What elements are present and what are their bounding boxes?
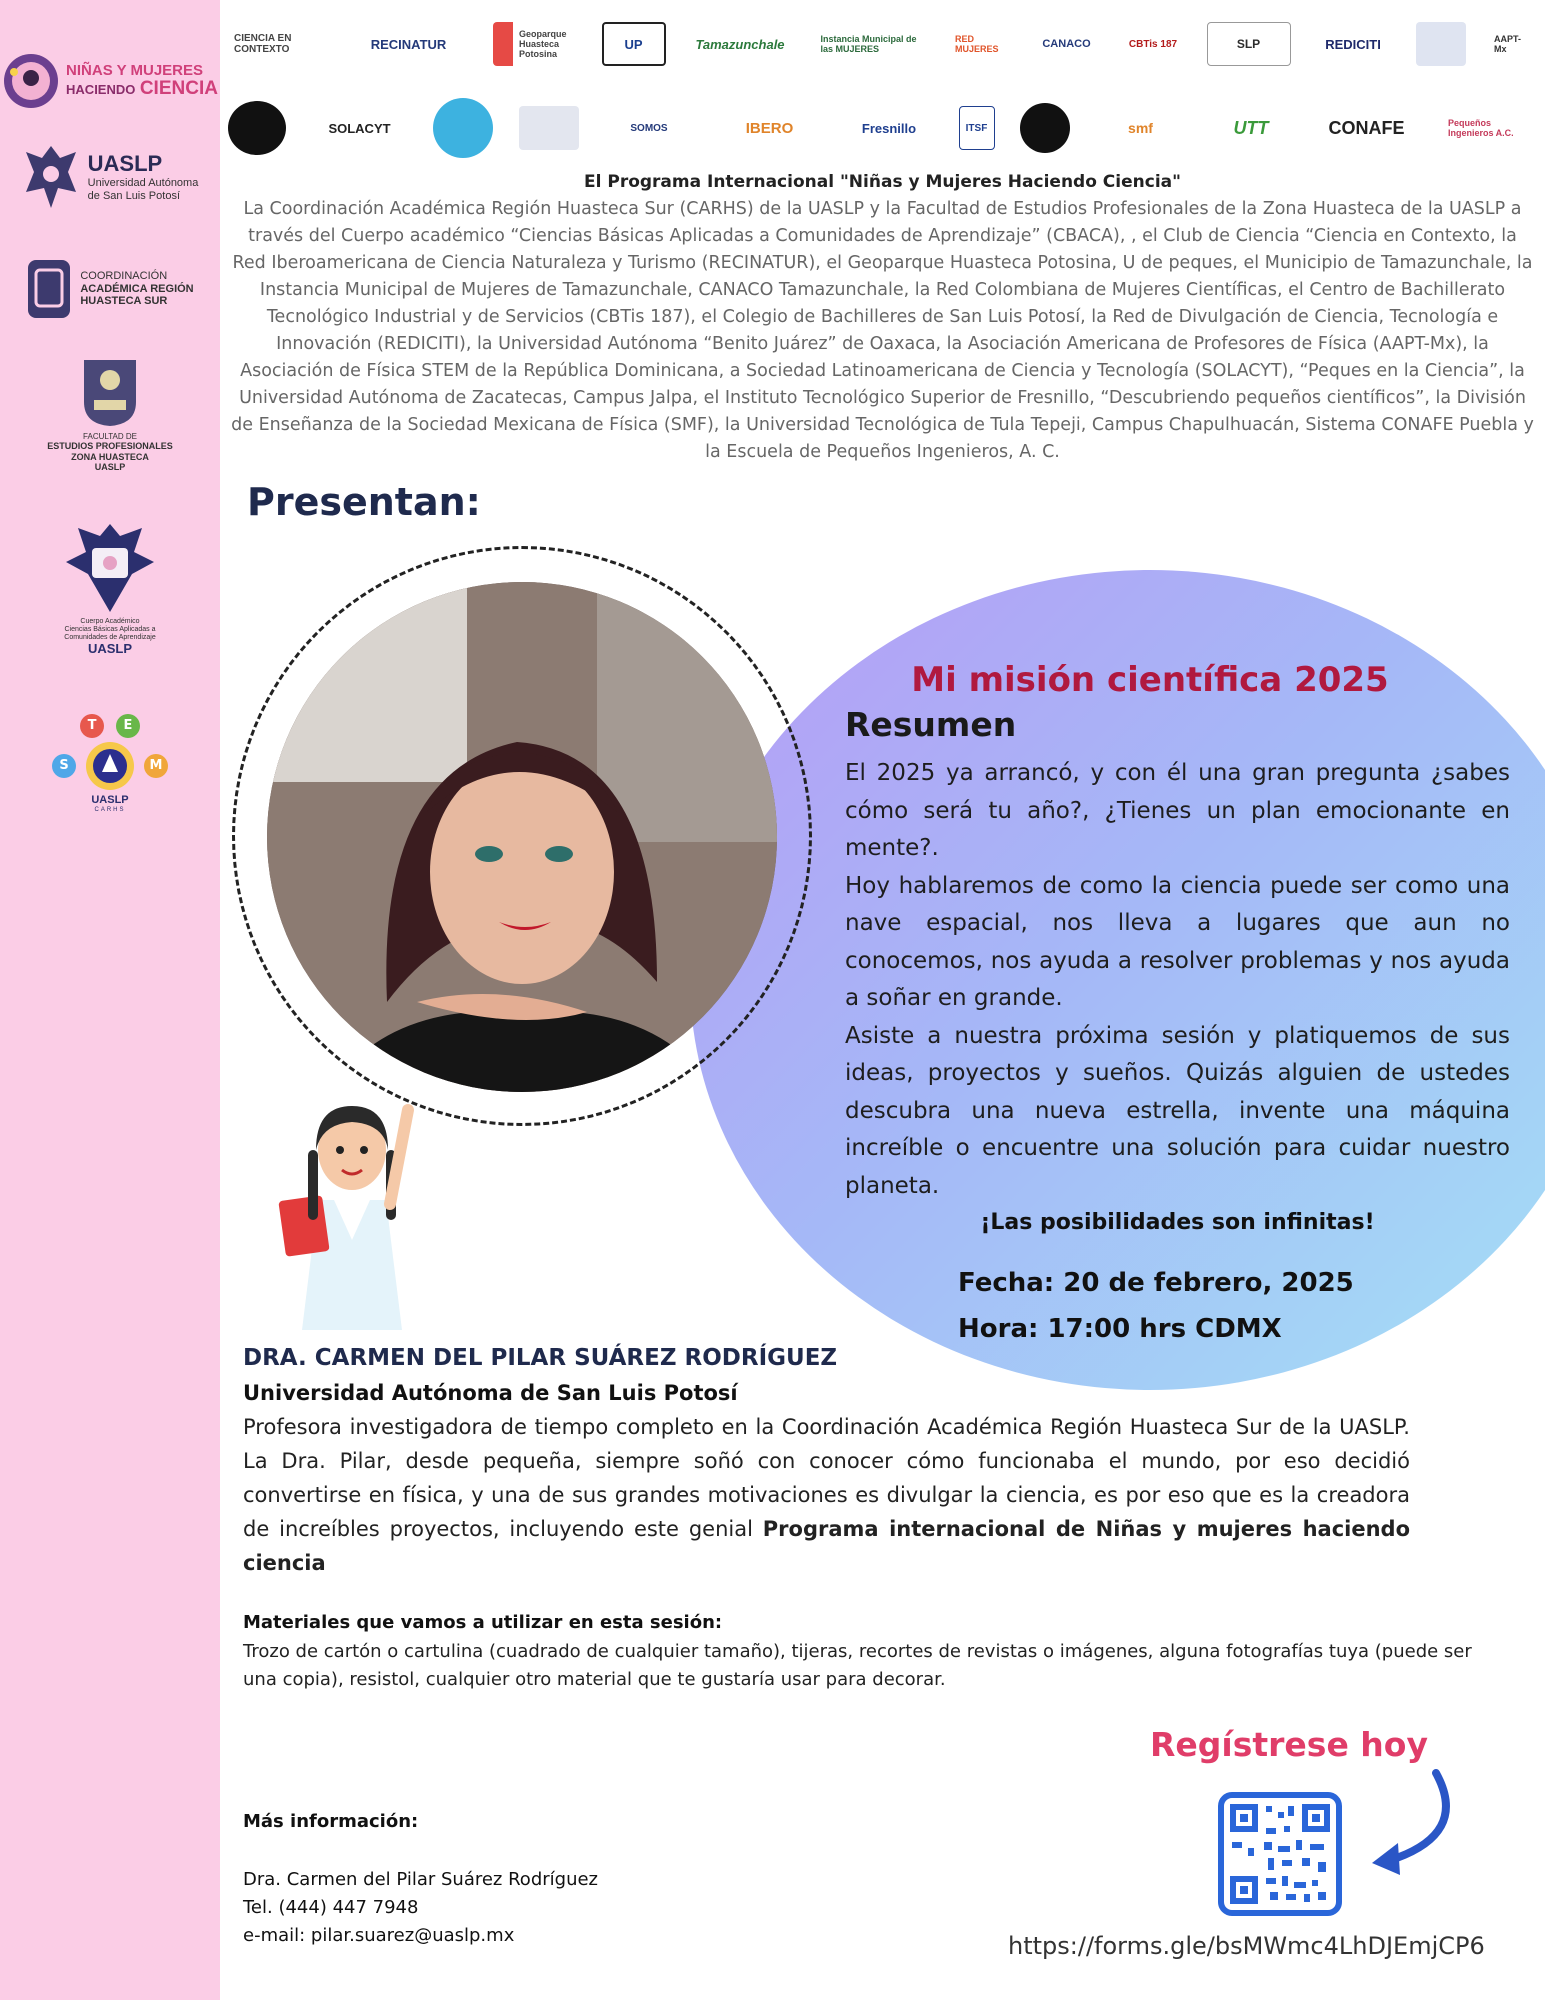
cbaca-line2: Ciencias Básicas Aplicadas a [64,626,156,634]
presentan-heading: Presentan: [247,480,481,524]
logo-cbtis: CBTis 187 [1128,38,1178,50]
speaker-bio-text: Profesora investigadora de tiempo completo en la Coordinación Académica Región Huasteca Sur de la UASLP. La Dra. Pilar, desde pequeña, siempre soñó con conocer cómo funcionaba el mundo, por eso decidió convertirse en física, y una de sus grandes motivaciones es divulgar la ciencia, es por eso que es la creadora de increíbles proyectos, incluyendo este genial [243,1415,1410,1541]
logo-uaz [519,106,579,150]
uaslp-title: UASLP [87,151,163,177]
facultad-line4: UASLP [94,461,126,472]
logo-somos: SOMOS [630,122,668,134]
facultad-logo [0,356,220,472]
summary-paragraph: El 2025 ya arrancó, y con él una gran pregunta ¿sabes cómo será tu año?, ¿Tienes un plan emocionante en mente?. [845,760,1510,861]
logo-rediciti: REDICITI [1325,36,1381,52]
cbaca-eagle-icon [62,522,158,614]
logo-geoparque: Geoparque Huasteca Potosina [493,22,579,66]
stem-logo [0,708,220,814]
logo-up: UP [602,22,666,66]
contact-block [243,1866,598,1950]
logo-red-mujeres: RED MUJERES [955,34,999,54]
cbaca-line4: UASLP [87,641,133,657]
uaslp-sub2: de San Luis Potosí [87,190,180,202]
program-logo-line3: CIENCIA [139,77,218,99]
logo-aapt: AAPT-Mx [1494,34,1521,54]
facultad-line3: ZONA HUASTECA [71,451,149,462]
intro-title: El Programa Internacional "Niñas y Mujeres Haciendo Ciencia" [584,172,1181,192]
contact-phone[interactable]: Tel. (444) 447 7948 [243,1897,419,1918]
program-logo-icon [2,52,60,110]
facultad-line2: ESTUDIOS PROFESIONALES [47,441,173,452]
register-label: Regístrese hoy [1150,1725,1428,1764]
uaslp-logo [0,142,220,212]
logo-colegio-bachilleres: SLP [1207,22,1291,66]
logo-pequenos-ingenieros: Pequeños Ingenieros A.C. [1448,118,1514,138]
contact-email[interactable]: e-mail: pilar.suarez@uaslp.mx [243,1925,515,1946]
logo-utt: UTT [1233,117,1269,138]
cbaca-logo [0,522,220,657]
cbaca-line3: Comunidades de Aprendizaje [64,634,156,642]
eagle-crest-icon [22,142,80,212]
speaker-name: DRA. CARMEN DEL PILAR SUÁREZ RODRÍGUEZ [243,1345,838,1371]
qr-code[interactable] [1218,1792,1342,1916]
speaker-university: Universidad Autónoma de San Luis Potosí [243,1381,738,1405]
logo-instancia-mujeres: Instancia Municipal de las MUJERES [820,34,917,54]
qr-code-icon [1224,1798,1336,1910]
stem-sub: CARHS [94,807,126,813]
stem-letter-t: T [80,714,104,738]
speaker-portrait-icon [267,582,777,1092]
speaker-bio-program: Programa internacional de Niñas y mujeres haciendo ciencia [243,1517,1410,1575]
resumen-heading: Resumen [845,705,1017,744]
logo-conafe: CONAFE [1328,117,1405,138]
carhs-line2: ACADÉMICA REGIÓN [80,282,194,295]
logo-ibero: IBERO [745,119,794,137]
speaker-photo [267,582,777,1092]
program-logo-line2: HACIENDO [66,81,136,97]
carhs-line3: HUASTECA SUR [80,295,168,308]
tagline: ¡Las posibilidades son infinitas! [980,1210,1375,1235]
partner-logos-row-1 [228,22,1538,66]
carhs-line1: COORDINACIÓN [80,270,168,283]
mission-title: Mi misión científica 2025 [911,660,1389,700]
facultad-line1: FACULTAD DE [83,432,137,441]
logo-peques-ciencia [433,98,493,158]
summary-paragraph: Asiste a nuestra próxima sesión y platiquemos de sus ideas, proyectos y sueños. Quizás alguien de ustedes descubra una nueva estrella, invente una máquina increíble o encuentre una solución para cuidar nuestro planeta. [845,1022,1510,1199]
program-logo-line1: NIÑAS Y MUJERES [66,62,204,80]
program-logo [0,52,220,110]
event-date: Fecha: 20 de febrero, 2025 [958,1268,1354,1298]
logo-recinatur: RECINATUR [370,36,447,52]
speaker-bio [243,1410,1410,1580]
register-url[interactable]: https://forms.gle/bsMWmc4LhDJEmjCP6 [1008,1932,1485,1960]
carhs-emblem-icon [26,258,72,320]
logo-fisica-stem [228,101,286,155]
materials-heading: Materiales que vamos a utilizar en esta sesión: [243,1612,723,1633]
summary-paragraph: Hoy hablaremos de como la ciencia puede ser como una nave espacial, nos lleva a lugares que aun no conocemos, nos ayuda a resolver problemas y nos ayuda a soñar en grande. [845,872,1510,1011]
partner-logos-row-2 [228,98,1538,158]
logo-tamazunchale: Tamazunchale [695,36,785,52]
logo-fresnillo: Fresnillo [861,120,917,136]
logo-canaco: CANACO [1042,38,1091,50]
logo-descubriendo [1020,103,1070,153]
materials-text: Trozo de cartón o cartulina (cuadrado de cualquier tamaño), tijeras, recortes de revistas o imágenes, alguna fotografías tuya (puede ser una copia), resistol, cualquier otro material que te gustaría usar para decorar. [243,1641,1472,1690]
summary-text [845,755,1510,1205]
logo-solacyt: SOLACYT [328,120,391,136]
logo-benito-juarez [1416,22,1466,66]
facultad-emblem-icon [80,356,140,428]
intro-body: La Coordinación Académica Región Huasteca Sur (CARHS) de la UASLP y la Facultad de Estudios Profesionales de la Zona Huasteca de la UASLP a través del Cuerpo académico “Ciencias Básicas Aplicadas a Comunidades de Aprendizaje” (CBACA), , el Club de Ciencia “Ciencia en Contexto, la Red Iberoamericana de Ciencia Naturaleza y Turismo (RECINATUR), el Geoparque Huasteca Potosina, U de peques, el Municipio de Tamazunchale, la Instancia Municipal de Mujeres de Tamazunchale, CANACO Tamazunchale, la Red Colombiana de Mujeres Científicas, el Centro de Bachillerato Tecnológico Industrial y de Servicios (CBTis 187), el Colegio de Bachilleres de San Luis Potosí, la Red de Divulgación de Ciencia, Tecnología e Innovación (REDICITI), la Universidad Autónoma “Benito Juárez” de Oaxaca, la Asociación Americana de Profesores de Física (AAPT-Mx), la Asociación de Física STEM de la República Dominicana, a Sociedad Latinoamericana de Ciencia y Tecnología (SOLACYT), “Peques en la Ciencia”, la Universidad Autónoma de Zacatecas, Campus Jalpa, el Instituto Tecnológico Superior de Fresnillo, “Descubriendo pequeños científicos”, la División de Enseñanza de la Sociedad Mexicana de Física (SMF), la Universidad Tecnológica de Tula Tepeji, Campus Chapulhuacán, Sistema CONAFE Puebla y la Escuela de Pequeños Ingenieros, A. C. [231,199,1534,462]
stem-letter-s: S [52,754,76,778]
contact-heading: Más información: [243,1811,419,1832]
contact-name: Dra. Carmen del Pilar Suárez Rodríguez [243,1869,598,1890]
event-time: Hora: 17:00 hrs CDMX [958,1314,1282,1344]
scientist-girl-illustration [272,1080,432,1330]
cbaca-line1: Cuerpo Académico [80,618,140,625]
curved-arrow-icon [1350,1765,1460,1885]
stem-label: UASLP [91,794,129,806]
sidebar [0,0,220,2000]
carhs-logo [0,258,220,320]
stem-letter-m: M [144,754,168,778]
stem-center-icon [84,740,136,792]
uaslp-sub1: Universidad Autónoma [87,177,199,190]
logo-itsf: ITSF [959,106,995,150]
logo-ciencia-en-contexto: CIENCIA EN CONTEXTO [234,33,292,55]
stem-letter-e: E [116,714,140,738]
logo-smf: smf [1128,120,1153,136]
